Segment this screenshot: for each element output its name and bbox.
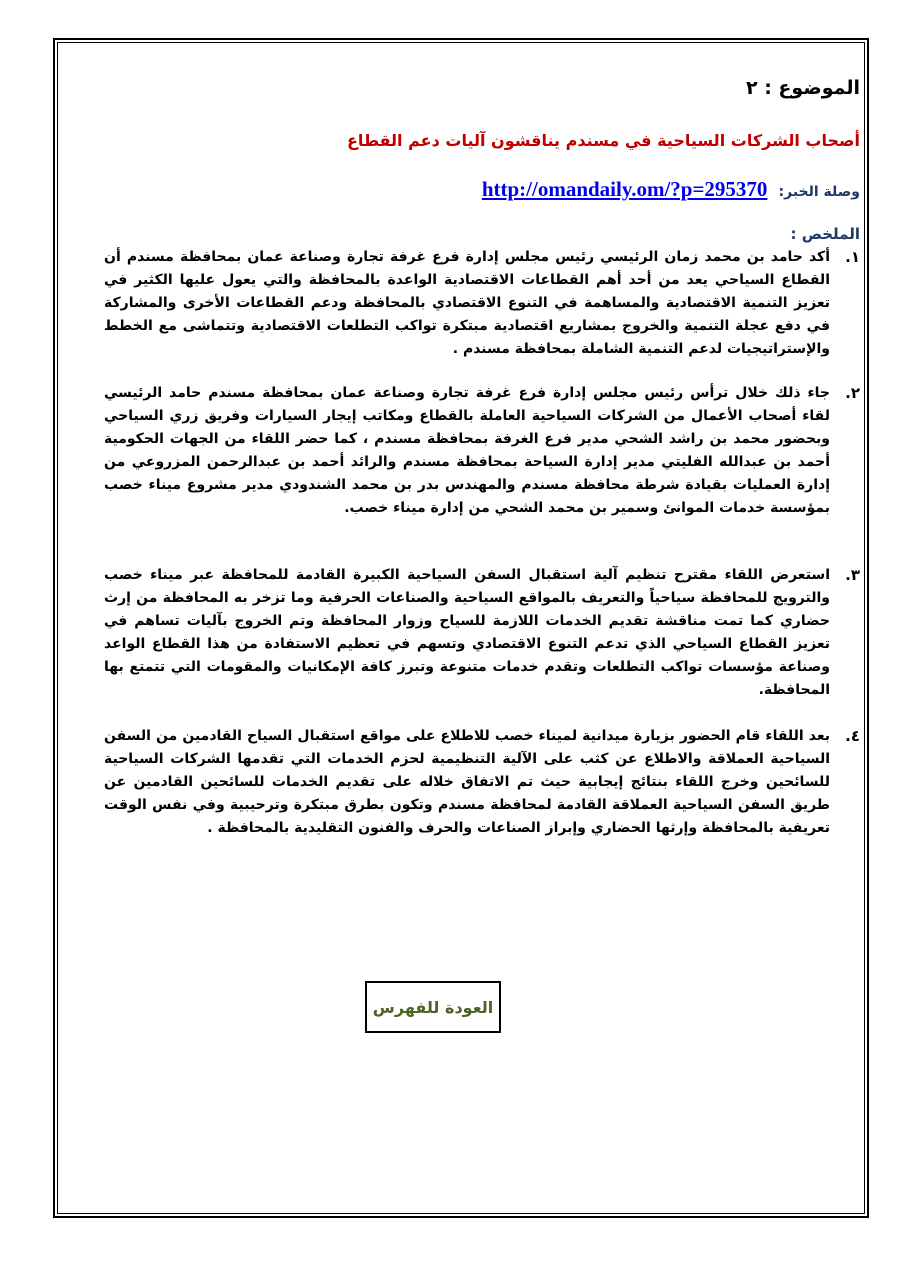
item-number: ٢. xyxy=(845,384,860,402)
summary-label: الملخص : xyxy=(790,225,860,243)
summary-item xyxy=(96,564,860,702)
item-text: أكد حامد بن محمد زمان الرئيسي رئيس مجلس إدارة فرع غرفة تجارة وصناعة عمان بمحافظة مسندم أن القطاع السياحي يعد من أحد أهم القطاعات الاقتصادية الواعدة بالمحافظة والتي يعول عليها الكثير في تعزيز التنمية الاقتصادية والمساهمة في التنوع الاقتصادي بالمحافظة ودعم القطاعات الأخرى والمشاركة في دفع عجلة التنمية والخروج بمشاريع اقتصادية مبتكرة تواكب التطلعات الاقتصادية وتتماشى مع الخطط والإستراتيجيات لدعم التنمية الشاملة بمحافظة مسندم . xyxy=(104,249,830,357)
item-number: ١. xyxy=(845,248,860,266)
back-to-index-button[interactable]: العودة للفهرس xyxy=(365,981,501,1033)
summary-list xyxy=(96,246,860,840)
item-text: استعرض اللقاء مقترح تنظيم آلية استقبال السفن السياحية الكبيرة القادمة للمحافظة عبر ميناء خصب والترويج للمحافظة سياحياً والتعريف بالمواقع السياحية والصناعات الحرفية وما تزخر به المحافظة من إرث حضاري كما تمت مناقشة تقديم الخدمات اللازمة للسياح وزوار المحافظة وتم الخروج بآليات تساهم في تعزيز القطاع السياحي الذي تدعم التنوع الاقتصادي وتسهم في تعظيم الاستفادة من هذا القطاع الواعد وصناعة مؤسسات تواكب التطلعات وتقدم خدمات متنوعة وتبرز كافة الإمكانيات والمقومات التي تتمتع بها المحافظة. xyxy=(104,567,830,698)
article-content xyxy=(96,70,860,840)
summary-item xyxy=(96,382,860,520)
news-link-row xyxy=(96,174,860,204)
news-headline: أصحاب الشركات السياحية في مسندم يناقشون آليات دعم القطاع xyxy=(347,131,860,150)
news-link[interactable]: http://omandaily.om/?p=295370 xyxy=(481,177,768,201)
topic-heading: الموضوع : ٢ xyxy=(746,77,860,99)
news-link-label: وصلة الخبر: xyxy=(778,184,860,200)
item-number: ٤. xyxy=(845,727,860,745)
summary-item xyxy=(96,725,860,840)
summary-item xyxy=(96,246,860,361)
item-text: جاء ذلك خلال ترأس رئيس مجلس إدارة فرع غرفة تجارة وصناعة عمان بمحافظة مسندم حامد الرئيسي لقاء أصحاب الأعمال من الشركات السياحية العاملة بالقطاع ومكاتب إيجار السيارات وفريق زري السياحي وبحضور محمد بن راشد الشحي مدير فرع الغرفة بمحافظة مسندم ، كما حضر اللقاء من الجهات الحكومية أحمد بن عبدالله الفليتي مدير إدارة السياحة بمحافظة مسندم والرائد أحمد بن عبدالرحمن المزروعي من إدارة العمليات بقيادة شرطة محافظة مسندم والمهندس بدر بن محمد الشندودي مدير مشروع ميناء خصب بمؤسسة خدمات الموانئ وسمير بن محمد الشحي من إدارة ميناء خصب. xyxy=(104,385,830,516)
item-number: ٣. xyxy=(845,566,860,584)
item-text: بعد اللقاء قام الحضور بزيارة ميدانية لميناء خصب للاطلاع على مواقع استقبال السياح القادمين من السفن السياحية العملاقة والاطلاع عن كثب على الآلية التنظيمية لحزم الخدمات التي تقدمها الشركات السياحية للسائحين وخرج اللقاء بنتائج إيجابية حيث تم الاتفاق خلاله على تقديم الخدمات للسائحين القادمين عن طريق السفن السياحية العملاقة القادمة لمحافظة مسندم وتكون بطرق مبتكرة وترحيبية وفي نفس الوقت تعريفية بالمحافظة وإرثها الحضاري وإبراز الصناعات والحرف والفنون التقليدية بالمحافظة . xyxy=(104,728,830,836)
